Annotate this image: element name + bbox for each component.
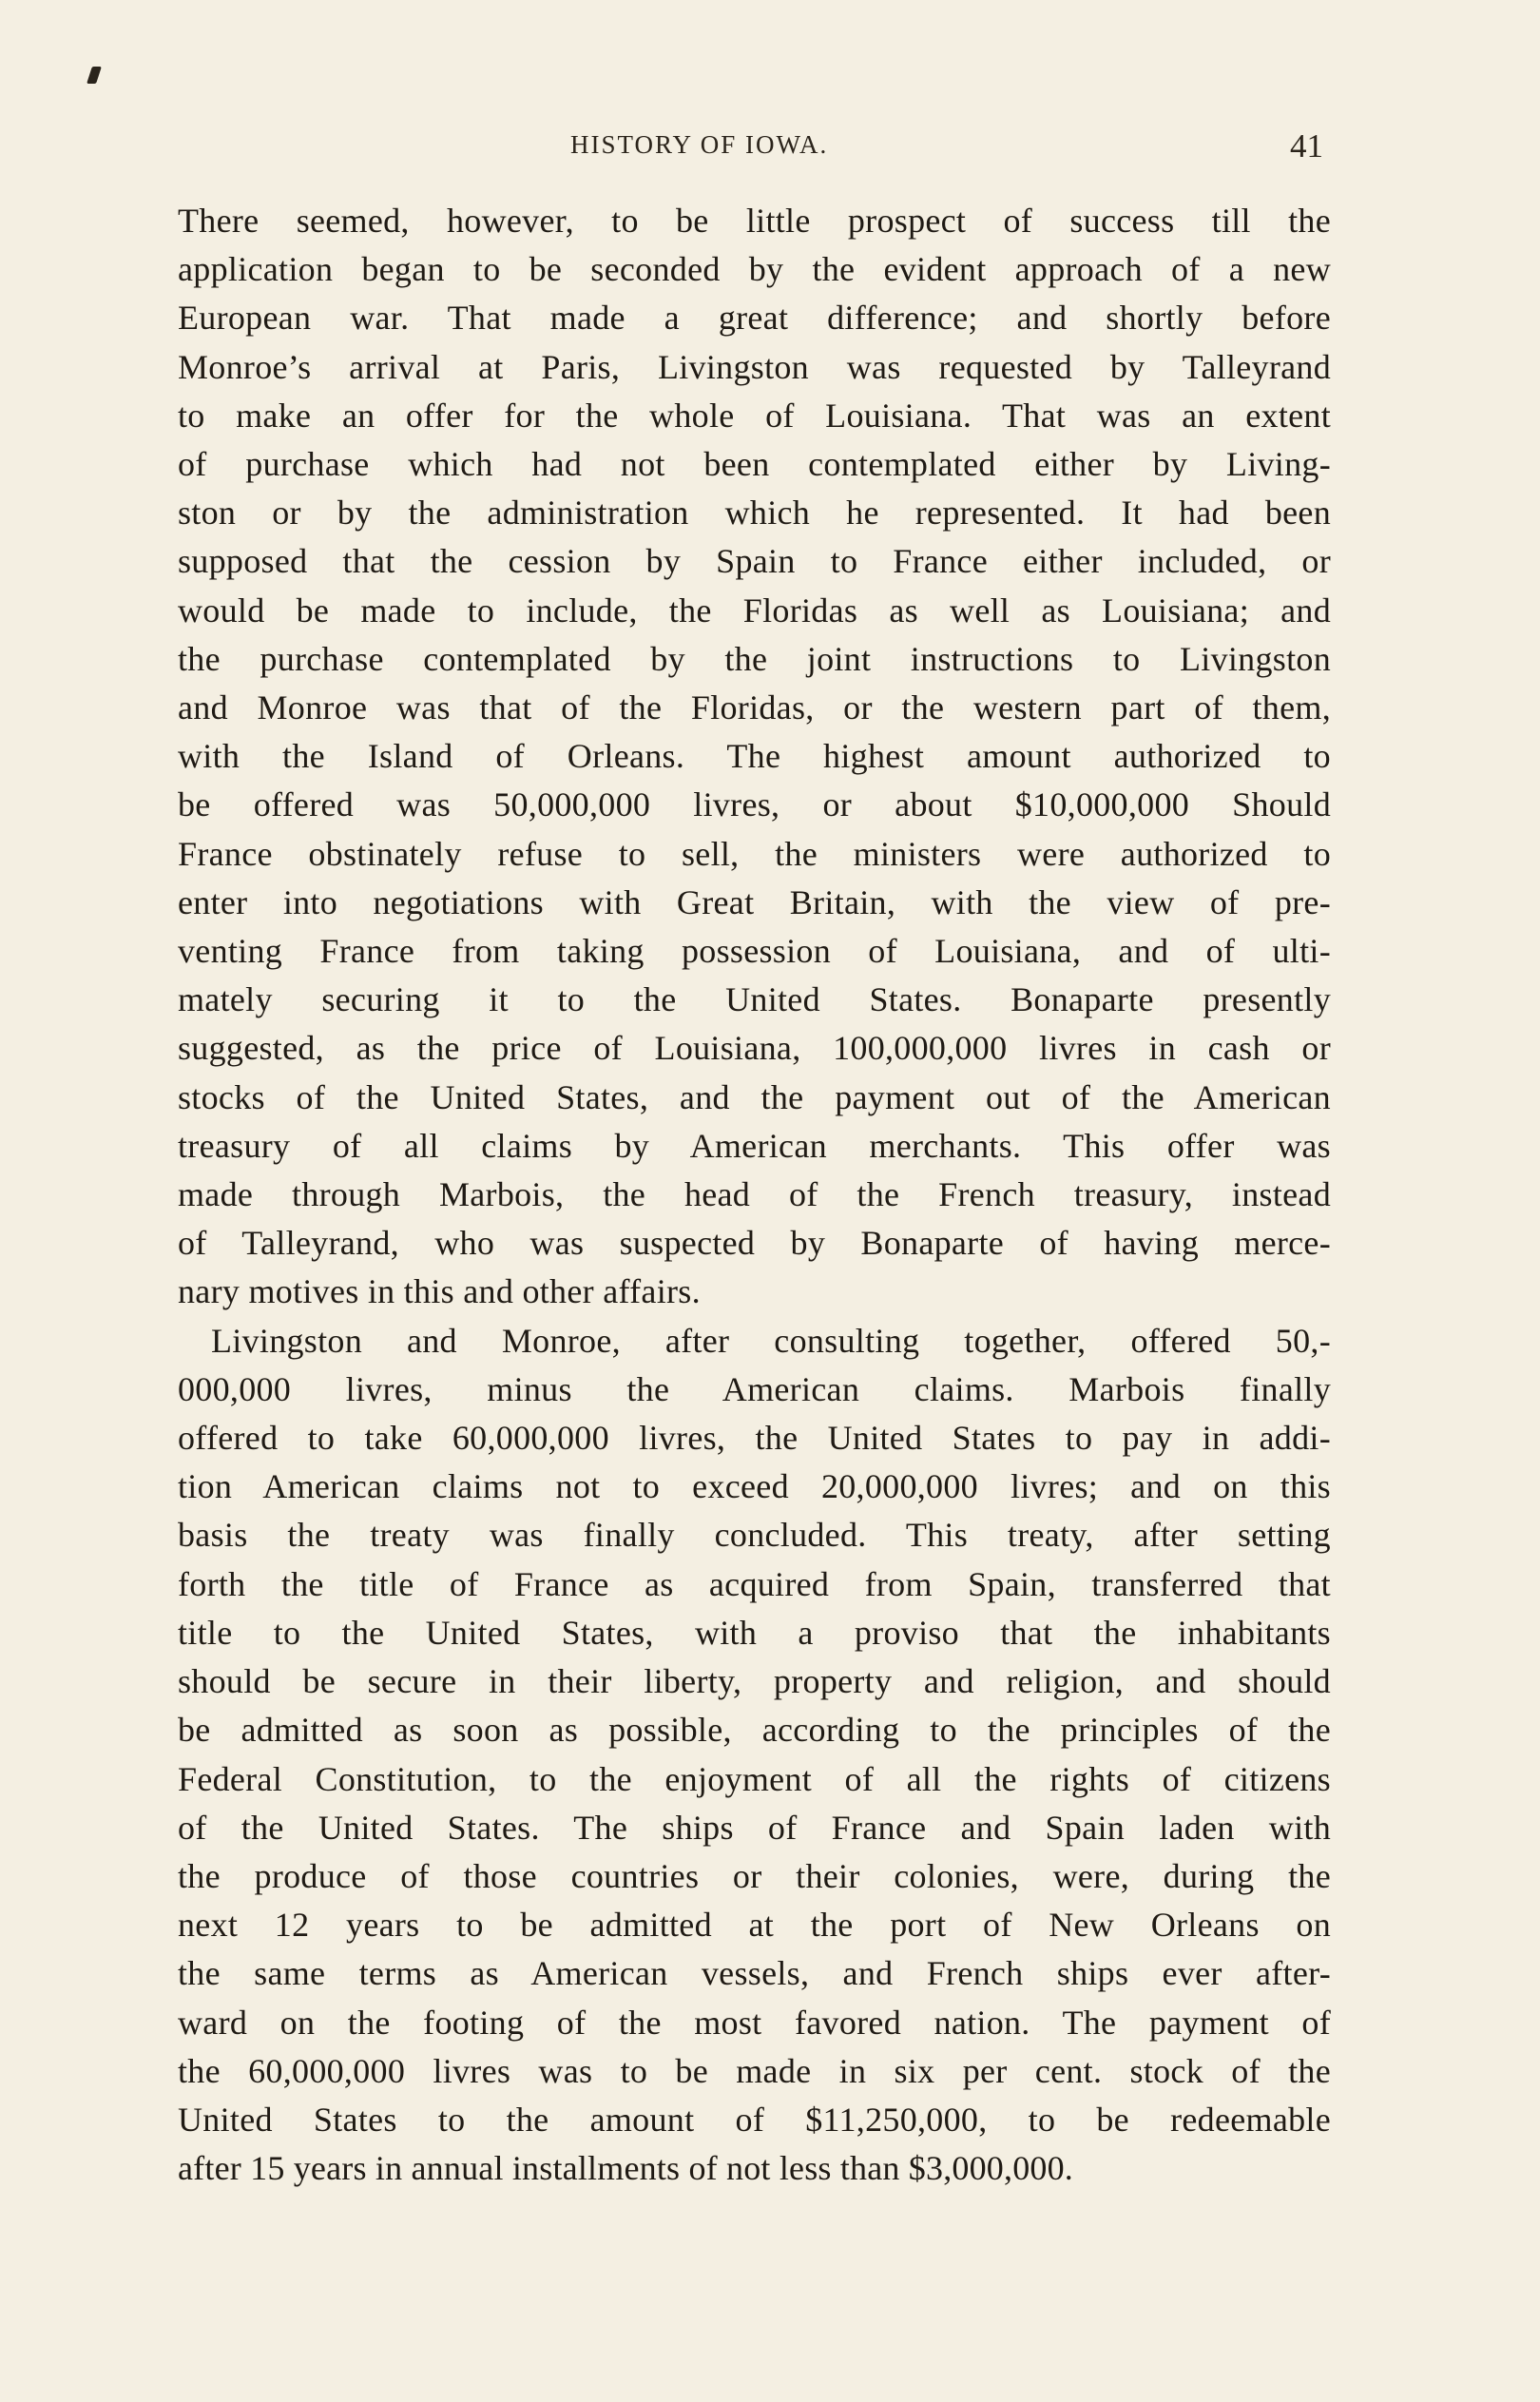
body-line: Federal Constitution, to the enjoyment of all the rights of citizens — [178, 1759, 1331, 1798]
body-line: the purchase contemplated by the joint instructions to Livingston — [178, 639, 1331, 678]
body-text — [178, 197, 1331, 2193]
body-line: the 60,000,000 livres was to be made in six per cent. stock of the — [178, 2051, 1331, 2090]
body-line: nary motives in this and other affairs. — [178, 1272, 701, 1311]
body-line: stocks of the United States, and the payment out of the American — [178, 1077, 1331, 1116]
body-line: the same terms as American vessels, and French ships ever after- — [178, 1954, 1331, 1993]
body-line: be admitted as soon as possible, according to the principles of the — [178, 1711, 1331, 1750]
body-line: next 12 years to be admitted at the port of New Orleans on — [178, 1906, 1331, 1945]
body-line: to make an offer for the whole of Louisiana. That was an extent — [178, 396, 1331, 435]
body-line: the produce of those countries or their colonies, were, during the — [178, 1856, 1331, 1895]
body-line: venting France from taking possession of Louisiana, and of ulti- — [178, 932, 1331, 971]
page-number: 41 — [1290, 127, 1323, 165]
body-line: of the United States. The ships of France and Spain laden with — [178, 1808, 1331, 1847]
body-line: France obstinately refuse to sell, the ministers were authorized to — [178, 834, 1331, 873]
body-line: and Monroe was that of the Floridas, or the western part of them, — [178, 688, 1331, 727]
body-line: made through Marbois, the head of the French treasury, instead — [178, 1175, 1331, 1214]
body-line: supposed that the cession by Spain to France either included, or — [178, 542, 1331, 581]
page-running-title: HISTORY OF IOWA. — [570, 130, 829, 159]
body-line: ward on the footing of the most favored nation. The payment of — [178, 2003, 1331, 2042]
body-line: ston or by the administration which he represented. It had been — [178, 494, 1331, 533]
body-line: of Talleyrand, who was suspected by Bonaparte of having merce- — [178, 1224, 1331, 1263]
body-line: forth the title of France as acquired from Spain, transferred that — [178, 1564, 1331, 1603]
body-line: There seemed, however, to be little prospect of success till the — [178, 202, 1331, 240]
body-line: mately securing it to the United States. Bonaparte presently — [178, 980, 1331, 1019]
body-line: application began to be seconded by the evident approach of a new — [178, 250, 1331, 289]
body-line: 000,000 livres, minus the American claims. Marbois finally — [178, 1369, 1331, 1408]
body-line: suggested, as the price of Louisiana, 100,000,000 livres in cash or — [178, 1029, 1331, 1068]
body-line: after 15 years in annual installments of not less than $3,000,000. — [178, 2149, 1074, 2188]
running-head — [0, 127, 1540, 168]
body-line: Monroe’s arrival at Paris, Livingston was requested by Talleyrand — [178, 347, 1331, 386]
body-line: United States to the amount of $11,250,000, to be redeemable — [178, 2100, 1331, 2139]
body-line: with the Island of Orleans. The highest amount authorized to — [178, 737, 1331, 776]
body-line: offered to take 60,000,000 livres, the United States to pay in addi- — [178, 1419, 1331, 1458]
body-line: should be secure in their liberty, property and religion, and should — [178, 1662, 1331, 1701]
body-line: tion American claims not to exceed 20,000,000 livres; and on this — [178, 1467, 1331, 1506]
body-line: would be made to include, the Floridas as well as Louisiana; and — [178, 591, 1331, 630]
body-line: basis the treaty was finally concluded. This treaty, after setting — [178, 1516, 1331, 1555]
body-line: European war. That made a great difference; and shortly before — [178, 299, 1331, 338]
body-line: be offered was 50,000,000 livres, or about $10,000,000 Should — [178, 785, 1331, 824]
body-line: treasury of all claims by American merchants. This offer was — [178, 1126, 1331, 1165]
body-line: Livingston and Monroe, after consulting together, offered 50,- — [211, 1321, 1331, 1360]
ink-mark-icon — [87, 67, 102, 84]
body-line: enter into negotiations with Great Britain, with the view of pre- — [178, 882, 1331, 921]
body-line: title to the United States, with a proviso that the inhabitants — [178, 1613, 1331, 1652]
body-line: of purchase which had not been contemplated either by Living- — [178, 445, 1331, 484]
